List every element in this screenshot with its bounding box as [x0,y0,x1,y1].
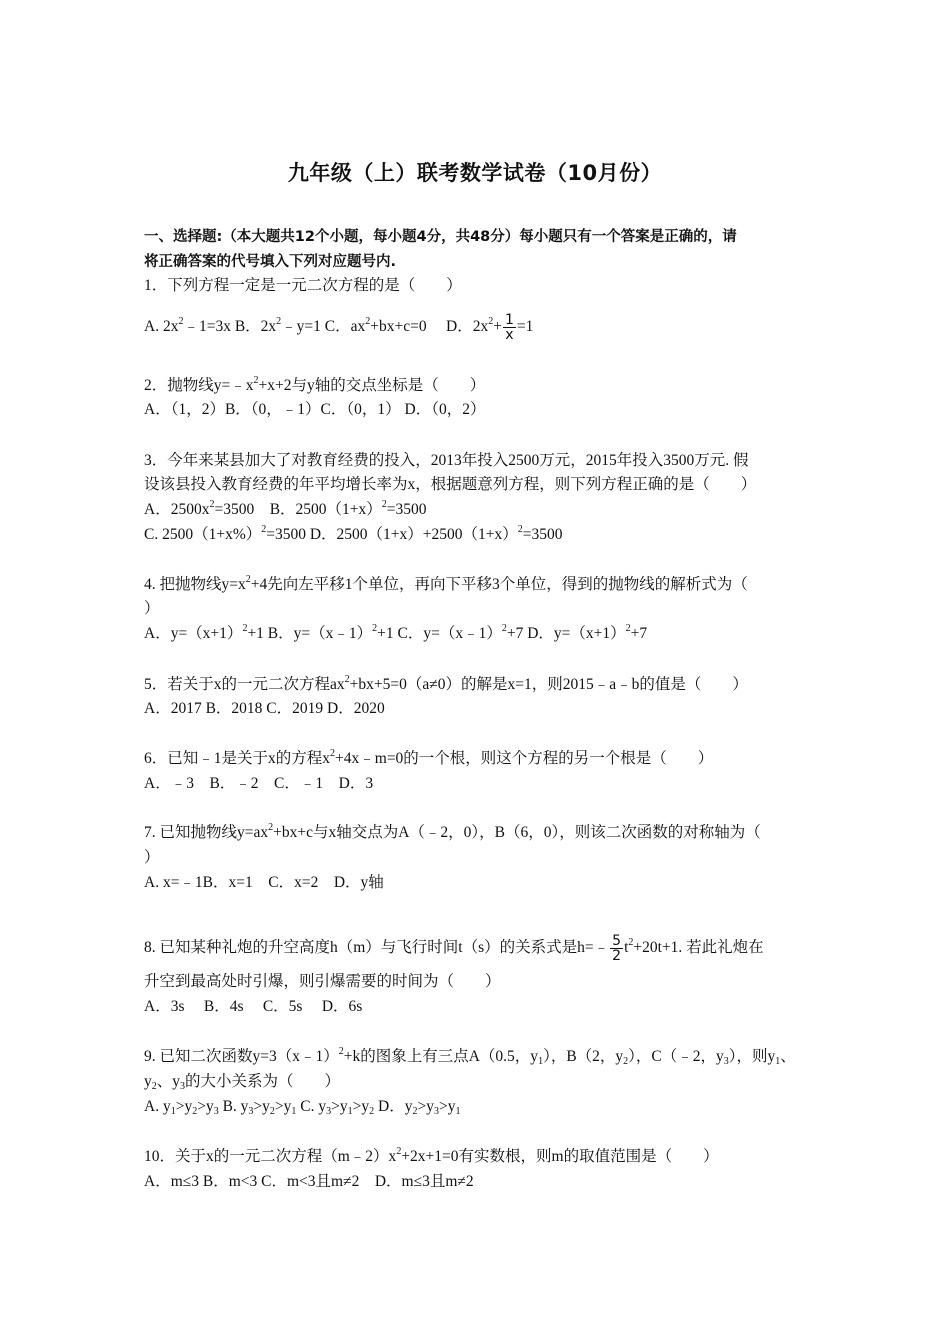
q1-options: A. $2x^2﹣1=3x$ B．$2x^2﹣y=1$ C．$ax^2+bx+c=0$ D．$2x^2+$ $\frac{1}{x}$ =1 [144,312,534,343]
q4-options: A．$y=(x+1)^2+1$ B．y=（x﹣1）$^2$+1 C．y=（x﹣1）$^2$+7 D．$y=(x+1)^2+7$ [144,623,648,642]
q9-options: A. $y_1>y_2>y_3$ B. $y_3>y_2>y_1$ C. $y_3>y_1>y_2$ D．$y_2>y_3>y_1$ [144,1098,461,1117]
q10-stem: 10．关于x的一元二次方程$(m﹣2)x^2+2x+1=0$有实数根，则m的取值范围是（ ） [144,1146,719,1165]
q9-stem-line-2: $y_2$、$y_3$的大小关系为（ ） [144,1073,341,1092]
q3-stem-line-2: 设该县投入教育经费的年平均增长率为x，根据题意列方程，则下列方程正确的是（ ） [144,476,757,493]
q7-stem-line-1: 7. 已知抛物线$y=ax^2+bx+c$与x轴交点为A（﹣2，0），B（6，0），则该二次函数的对称轴为（ [144,822,761,841]
q6-stem: 6．已知﹣1是关于x的方程$x^2+4x﹣m=0$的一个根，则这个方程的另一个根是（ ） [144,748,714,767]
q2-stem: 2．抛物线$y=﹣x^2+x+2$与y轴的交点坐标是（ ） [144,375,486,394]
q8-stem-line-1: 8. 已知某种礼炮的升空高度h（m）与飞行时间t（s）的关系式是h=﹣ $\frac{5}{2}$ $t^2+20t+1$. 若此礼炮在 [144,933,764,964]
section-heading-line-2: 将正确答案的代号填入下列对应题号内. [144,254,397,270]
q4-stem-line-2: ） [144,600,160,617]
page-title: 九年级（上）联考数学试卷（10月份） [287,161,663,185]
q3-stem-line-1: 3．今年来某县加大了对教育经费的投入，2013年投入2500万元，2015年投入3500万元. 假 [144,452,749,469]
q6-options: A．﹣3 B．﹣2 C．﹣1 D．3 [144,775,374,792]
q7-options: A. x=﹣1B．x=1 C．x=2 D．y轴 [144,874,384,891]
q3-options-line-2: C. $2500(1+x\%)^2=3500$ D．$2500(1+x)+2500(1+x)^2=3500$ [144,524,563,543]
q5-stem: 5．若关于x的一元二次方程$ax^2+bx+5=0(a\ne 0)$的解是x=1，则2015﹣a﹣b的值是（ ） [144,674,748,693]
q1-stem: 1．下列方程一定是一元二次方程的是（ ） [144,277,462,294]
q2-options: A．（1，2）B．（0，﹣1）C．（0，1） D．（0，2） [144,401,486,418]
q5-options: A．2017 B．2018 C．2019 D．2020 [144,700,385,717]
q7-stem-line-2: ） [144,849,160,866]
q3-options-line-1: A．$2500x^2=3500$ B．$2500(1+x)^2=3500$ [144,499,427,518]
q10-options: A．m≤3 B．m<3 C．m<3且m≠2 D．m≤3且m≠2 [144,1173,474,1190]
q4-stem-line-1: 4. 把抛物线$y=x^2+4$先向左平移1个单位，再向下平移3个单位，得到的抛物线的解析式为（ [144,574,748,593]
q8-stem-line-2: 升空到最高处时引爆，则引爆需要的时间为（ ） [144,973,501,990]
section-heading-line-1: 一、选择题:（本大题共12个小题，每小题4分，共48分）每小题只有一个答案是正确的，请 [144,229,737,245]
q9-stem-line-1: 9. 已知二次函数y=3（x﹣1）$^2$+k的图象上有三点A（0.5，$y_1$），B（2，$y_2$），C（﹣2，$y_3$），则$y_1$、 [144,1046,796,1067]
q8-options: A．3s B．4s C．5s D．6s [144,998,363,1015]
